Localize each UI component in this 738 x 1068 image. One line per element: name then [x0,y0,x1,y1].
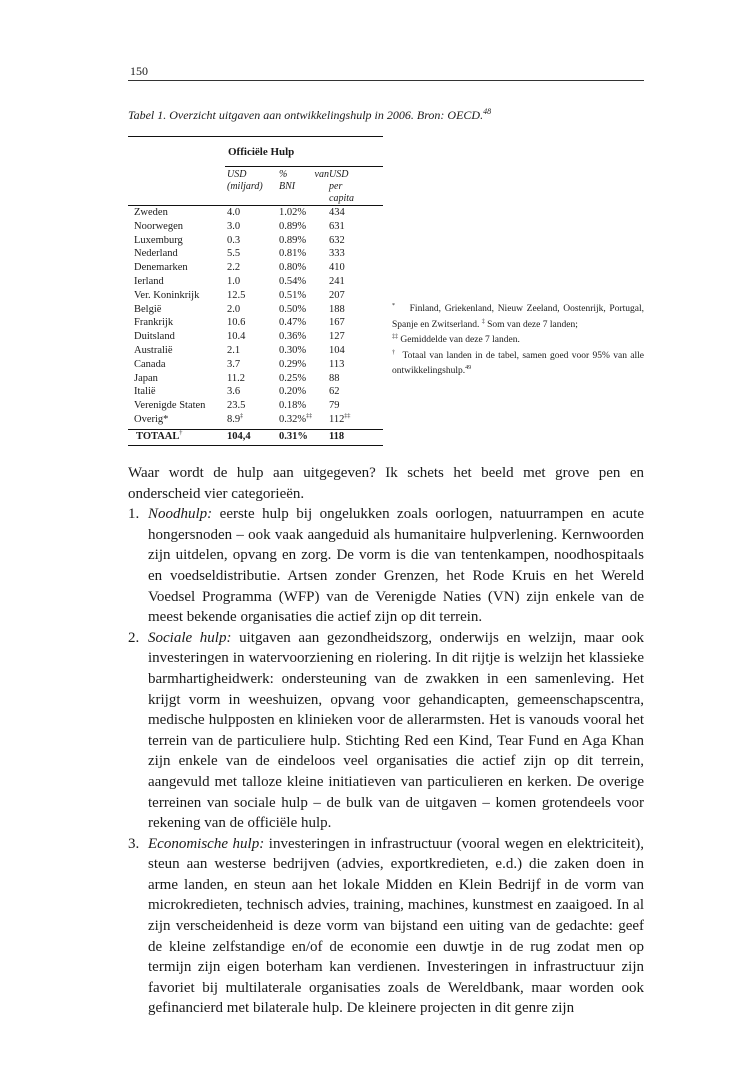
table-row [130,399,380,413]
table-row [130,247,380,261]
country-cell: Luxemburg [134,234,183,246]
pct-cell: 0.47% [279,317,307,329]
pct-cell: 0.30% [279,344,307,356]
usd-cell: 3.0 [227,220,241,232]
country-cell: Ierland [134,275,164,287]
usd-cell: 10.4 [227,331,246,343]
pct-cell: 0.89% [279,220,307,232]
pct-cell: 0.18% [279,400,307,412]
country-cell: Italië [134,386,156,398]
footnote-3-mark: ‡‡ [392,334,398,341]
usd-cell: 3.6 [227,386,241,398]
cap-cell: 167 [329,317,345,329]
list-term: Sociale hulp: [148,629,232,646]
pct-cell: 0.89% [279,234,307,246]
table-row [130,385,380,399]
pct-cell: 0.50% [279,303,307,315]
footnote-1-mark: * [392,303,395,309]
country-cell: Noorwegen [134,220,183,232]
usd-cell: 0.3 [227,234,241,246]
country-cell: Verenigde Staten [134,400,206,412]
total-cap: 118 [329,431,345,442]
table-footnotes [392,300,644,378]
category-list [128,504,644,1019]
footnote-4-ref: 49 [465,365,472,372]
table-bottom-rule [128,445,383,446]
table-row [130,303,380,317]
country-cell: Overig* [134,413,169,425]
col-header-pct-line1 [279,169,329,181]
usd-cell: 11.2 [227,372,245,384]
col-header-usd-line1: USD [227,169,247,180]
cap-cell: 113 [329,358,345,370]
cap-cell: 62 [329,386,340,398]
cap-cell: 631 [329,220,345,232]
footnote-2-mark: ‡ [481,318,485,325]
usd-cell: 23.5 [227,400,246,412]
footnote-2-text: Som van deze 7 landen; [487,319,578,330]
pct-cell: 0.20% [279,386,307,398]
list-text: eerste hulp bij ongelukken zoals oorlogen, natuurrampen en acute hongersnoden – ook vaak aangeduid als humanitaire hulpverlening. Kernwoorden zijn uitdelen, opvang en zorg. De vorm is die van tentenkampen, noodhospitaals en voedseldistributie. Artsen zonder Grenzen, het Rode Kruis en het Wereld Voedsel Programma (WFP) van de Verenigde Naties (VN) zijn enkele van de meest bekende organisaties die actief zijn op dit terrein. [148,506,644,626]
list-number: 1. [128,506,140,523]
pct-cell [279,413,312,427]
cap-footnote-mark: ‡‡ [344,413,351,420]
table-top-rule [128,136,383,137]
body-text [128,463,644,1019]
col-header-pct-line2: BNI [279,181,296,192]
table-row [130,234,380,248]
total-pct: 0.31% [279,431,308,442]
country-cell: Ver. Koninkrijk [134,289,200,301]
pct-cell: 0.80% [279,262,307,274]
list-text: investeringen in infrastructuur (vooral wegen en elektriciteit), steun aan westerse bedrijven (advies, exportkredieten, e.d.) die zaken doen in arme landen, en steun aan het lokale Midden en Klein Bedrijf in de vorm van microkredieten, technisch advies, training, machines, kunstmest en zaaigoed. In al zijn verscheidenheid is deze vorm van bijstand een uiting van de gedachte: geef de kleine zelfstandige en/of de economie een duwtje in de rug zodat men op termijn zijn eigen boterham kan verdienen. Investeringen in infrastructuur zijn favoriet bij multilaterale organisaties zoals de Wereldbank, maar worden ook gefinancierd met bilaterale hulp. De kleinere projecten in dit genre zijn [148,835,645,1017]
usd-cell: 4.0 [227,207,241,218]
usd-cell: 2.1 [227,344,241,356]
list-item [128,834,644,1019]
country-cell: Nederland [134,248,178,260]
table-row [130,289,380,303]
col-header-usd-line2: (miljard) [227,181,263,192]
table-caption [128,107,491,123]
footnote-4-text: Totaal van landen in de tabel, samen goed voor 95% van alle ontwikkelingshulp. [392,350,645,377]
col-header-cap-line1: USD [329,169,349,180]
footnote-1 [392,300,644,331]
col-header-cap-line3: capita [329,193,354,204]
usd-cell: 10.6 [227,317,246,329]
country-cell: Australië [134,344,173,356]
total-footnote-mark: † [179,430,183,437]
cap-cell: 241 [329,275,345,287]
footnote-3 [392,331,644,347]
cap-cell: 188 [329,303,345,315]
col-header-pct [279,169,329,193]
cap-cell [329,413,350,427]
list-item [128,504,644,628]
header-rule [128,80,644,81]
total-label: TOTAAL [136,431,180,442]
page-number: 150 [130,64,148,78]
cap-cell: 88 [329,372,340,384]
usd-cell: 3.7 [227,358,241,370]
caption-footnote-ref: 48 [483,107,492,116]
country-cell: België [134,303,162,315]
list-text: uitgaven aan gezondheidszorg, onderwijs en welzijn, maar ook investeringen in watervoorziening en riolering. In dit rijtje is welzijn het klassieke barmhartigheidwerk: ondersteuning van de zwakken in een samenleving. Het krijgt vorm in weeshuizen, opvang voor gehandicapten, gemeenschapscentra, medische hulpposten en klinieken voor de allerarmsten. Het is vanouds vooral het terrein van de particuliere hulp. Stichting Red een Kind, Tear Fund en Aga Khan zijn enkele van de eindeloos veel organisaties die actief zijn op dit terrein, aangevuld met talloze kleine initiatieven van particulieren en kerken. De overige terreinen van sociale hulp – de bulk van de uitgaven – komen grotendeels voor rekening van de officiële hulp. [148,629,644,832]
total-label-cell [136,431,182,442]
usd-cell: 2.0 [227,303,241,315]
table-row [130,413,380,427]
cap-cell: 333 [329,248,345,260]
col-header-pct-symbol: % [279,169,288,180]
pct-value: 0.32% [279,413,307,425]
country-cell: Duitsland [134,331,175,343]
cap-cell: 207 [329,289,345,301]
list-number: 2. [128,629,140,646]
table-row [130,275,380,289]
cap-cell: 410 [329,262,345,274]
col-header-pct-van: van [314,169,329,180]
usd-cell: 12.5 [227,289,246,301]
usd-cell: 2.2 [227,262,241,274]
table-row [130,358,380,372]
footnote-3-text: Gemiddelde van deze 7 landen. [400,335,520,346]
table-row [130,220,380,234]
cap-cell: 632 [329,234,345,246]
pct-cell: 1.02% [279,207,307,218]
table-row [130,372,380,386]
cap-cell: 127 [329,331,345,343]
country-cell: Zweden [134,207,168,218]
usd-cell [227,413,243,427]
col-header-cap-line2: per [329,181,343,192]
pct-footnote-mark: ‡‡ [306,413,313,420]
country-cell: Japan [134,372,158,384]
usd-cell: 1.0 [227,275,241,287]
table-total-rule [128,429,383,430]
table-total-row [130,431,380,445]
usd-footnote-mark: ‡ [240,413,244,420]
footnote-4 [392,347,644,378]
pct-cell: 0.51% [279,289,307,301]
table-group-header: Officiële Hulp [228,146,295,158]
country-cell: Canada [134,358,166,370]
table-row [130,330,380,344]
caption-text: Tabel 1. Overzicht uitgaven aan ontwikkelingshulp in 2006. Bron: OECD. [128,108,484,122]
footnote-4-mark: † [392,349,396,356]
cap-cell: 434 [329,207,345,218]
cap-cell: 104 [329,344,345,356]
list-number: 3. [128,835,140,852]
table-body [130,206,380,427]
pct-cell: 0.25% [279,372,307,384]
list-term: Economische hulp: [148,835,265,852]
list-term: Noodhulp: [148,506,213,523]
total-usd: 104,4 [227,431,251,442]
list-item [128,628,644,834]
pct-cell: 0.36% [279,331,307,343]
pct-cell: 0.29% [279,358,307,370]
table-row [130,261,380,275]
pct-cell: 0.54% [279,275,307,287]
country-cell: Denemarken [134,262,188,274]
cap-value: 112 [329,413,345,425]
col-header-usd [227,169,275,193]
pct-cell: 0.81% [279,248,307,260]
table-group-rule [225,166,383,167]
usd-value: 8.9 [227,413,241,425]
intro-paragraph: Waar wordt de hulp aan uitgegeven? Ik schets het beeld met grove pen en onderscheid vier categorieën. [128,465,644,502]
cap-cell: 79 [329,400,340,412]
country-cell: Frankrijk [134,317,174,329]
col-header-cap [329,169,359,205]
table-row [130,206,380,220]
footnote-1-text: Finland, Griekenland, Nieuw Zeeland, Oostenrijk, Portugal, Spanje en Zwitserland. [392,304,645,330]
table-row [130,344,380,358]
table-row [130,316,380,330]
usd-cell: 5.5 [227,248,241,260]
